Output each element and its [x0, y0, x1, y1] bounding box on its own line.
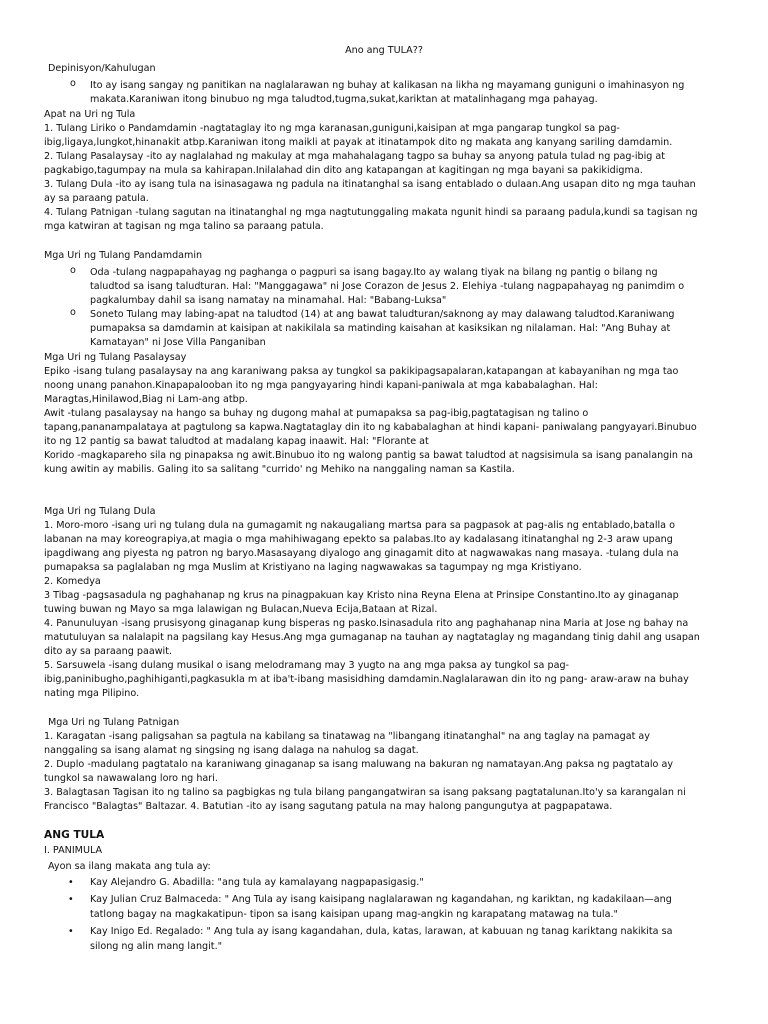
- text-line: kung awitin ay mabilis. Galing ito sa salitang "currido' ng Mehiko na nanggaling naman sa Kastila.: [44, 464, 515, 475]
- section-heading-patnigan: Mga Uri ng Tulang Patnigan: [48, 717, 180, 728]
- text-line: silong ng alin mang langit.": [90, 941, 223, 952]
- text-line: matutuluyan sa nalalapit na pagsilang kay Hesus.Ang mga gumaganap na tauhan ay nagtataglay ng magandang tinig dahil ang usapan: [44, 632, 700, 643]
- text-line: pagkalumbay dahil sa isang namatay na minamahal. Hal: "Babang-Luksa": [90, 295, 447, 306]
- text-line: 1. Moro-moro -isang uri ng tulang dula na gumagamit ng nakaugaliang martsa para sa pagpasok at pag-alis ng entablado,batalla o: [44, 520, 675, 531]
- circle-bullet-icon: o: [70, 307, 76, 318]
- text-line: 3 Tibag -pagsasadula ng paghahanap ng krus na pinagpakuan kay Kristo nina Reyna Elena at Prinsipe Constantino.Ito ay ginaganap: [44, 590, 679, 601]
- text-line: Ayon sa ilang makata ang tula ay:: [48, 861, 211, 872]
- text-line: Kay Inigo Ed. Regalado: " Ang tula ay isang kagandahan, dula, katas, larawan, at kabuuan ng tanag kariktang nakikita sa: [90, 926, 673, 937]
- section-heading-dula: Mga Uri ng Tulang Dula: [44, 506, 156, 517]
- text-line: Francisco "Balagtas" Baltazar. 4. Batutian -ito ay isang sagutang patula na may halong pangungutya at pagpapatawa.: [44, 801, 613, 812]
- text-line: pumapaksa sa damdamin at kaisipan at nakikilala sa matinding kaisahan at kasiksikan ng nilalaman. Hal: "Ang Buhay at: [90, 323, 671, 334]
- section-heading-pasalaysay: Mga Uri ng Tulang Pasalaysay: [44, 352, 187, 363]
- text-line: noong unang panahon.Kinapapalooban ito ng mga pangyayaring hindi kapani-paniwala at mga kababalaghan. Hal:: [44, 380, 598, 391]
- text-line: nating mga Pilipino.: [44, 688, 140, 699]
- text-line: 4. Panunuluyan -isang prusisyong ginaganap kung bisperas ng pasko.Isinasadula rito ang paghahanap nina Maria at Jose ng bahay na: [44, 618, 689, 629]
- subheading-panimula: I. PANIMULA: [44, 845, 103, 856]
- text-line: pumapaksa sa paglalaban ng mga Muslim at Kristiyano na laging nagwawakas sa tagumpay ng mga Kristiyano.: [44, 562, 582, 573]
- text-line: 4. Tulang Patnigan -tulang sagutan na itinatanghal ng mga nagtutunggaling makata ngunit hindi sa paraang padula,kundi sa tagisan ng: [44, 207, 698, 218]
- text-line: makata.Karaniwan itong binubuo ng mga taludtod,tugma,sukat,kariktan at matalinhagang mga pahayag.: [90, 94, 598, 105]
- text-line: ipagdiwang ang piyesta ng patron ng baryo.Masasayang diyalogo ang ginagamit dito at nagwawakas nang masaya. -tulang dula na: [44, 548, 679, 559]
- text-line: Korido -magkapareho sila ng pinapaksa ng awit.Binubuo ito ng walong pantig sa bawat taludtod at nagsisimula sa isang panalangin na: [44, 450, 694, 461]
- section-heading-apat-na-uri: Apat na Uri ng Tula: [44, 109, 136, 120]
- text-line: mga katwiran at tagisan ng mga talino sa paraang patula.: [44, 221, 324, 232]
- text-line: ay sa paraang patula.: [44, 193, 149, 204]
- text-line: 3. Tulang Dula -ito ay isang tula na isinasagawa ng padula na itinatanghal sa isang entablado o dulaan.Ang usapan dito ng mga tauhan: [44, 179, 696, 190]
- text-line: taludtod sa isang taludturan. Hal: "Manggagawa" ni Jose Corazon de Jesus 2. Elehiya -tulang nagpapahayag ng panimdim o: [90, 281, 685, 292]
- text-line: Kay Julian Cruz Balmaceda: " Ang Tula ay isang kaisipang naglalarawan ng kagandahan, ng kariktan, ng kadakilaan—ang: [90, 894, 672, 905]
- text-line: 2. Komedya: [44, 576, 101, 587]
- text-line: Ito ay isang sangay ng panitikan na naglalarawan ng buhay at kalikasan na likha ng mayamang guniguni o imahinasyon ng: [90, 80, 685, 91]
- text-line: ibig,ligaya,lungkot,hinanakit atbp.Karaniwan itong maikli at payak at itinatampok dito ng makata ang kanyang sariling damdamin.: [44, 137, 673, 148]
- text-line: labanan na may koreograpiya,at magia o mga mahihiwagang epekto sa palabas.Ito ay kadalasang itinatanghal ng 2-3 araw upang: [44, 534, 673, 545]
- text-line: Soneto Tulang may labing-apat na taludtod (14) at ang bawat taludturan/saknong ay may dalawang taludtod.Karaniwang: [90, 309, 675, 320]
- text-line: tatlong bagay na magkakatipun- tipon sa isang kaisipan upang mag-angkin ng karapatang matawag na tula.": [90, 909, 618, 920]
- text-line: tapang,pananampalataya at pagtulong sa kapwa.Nagtataglay din ito ng kababalaghan at hindi kapani- paniwalang pangyayari.Binubuo: [44, 422, 697, 433]
- text-line: ito ng 12 pantig sa bawat taludtod at madalang kapag inaawit. Hal: "Florante at: [44, 436, 429, 447]
- text-line: 3. Balagtasan Tagisan ito ng talino sa pagbigkas ng tula bilang pangangatwiran sa isang paksang pagtatalunan.Ito'y sa karangalan ni: [44, 787, 686, 798]
- text-line: Kamatayan" ni Jose Villa Panganiban: [90, 337, 266, 348]
- bullet-icon: •: [68, 894, 74, 905]
- text-line: ibig,paninibugho,paghihiganti,pagkasukla m at iba't-ibang masisidhing damdamin.Naglalarawan din ito ng pang- araw-araw na buhay: [44, 674, 689, 685]
- circle-bullet-icon: o: [70, 265, 76, 276]
- text-line: dito ay sa paraang paawit.: [44, 646, 173, 657]
- text-line: Oda -tulang nagpapahayag ng paghanga o pagpuri sa isang bagay.Ito ay walang tiyak na bilang ng pantig o bilang ng: [90, 267, 658, 278]
- text-line: pagkabigo,tagumpay na mula sa kahirapan.Inilalahad din dito ang katapangan at kagitingan ng mga bayani sa pakikidigma.: [44, 165, 643, 176]
- section-heading-pandamdamin: Mga Uri ng Tulang Pandamdamin: [44, 250, 203, 261]
- circle-bullet-icon: o: [70, 78, 76, 89]
- text-line: Kay Alejandro G. Abadilla: "ang tula ay kamalayang nagpapasigasig.": [90, 877, 424, 888]
- section-heading-ang-tula: ANG TULA: [44, 829, 105, 841]
- bullet-icon: •: [68, 926, 74, 937]
- text-line: 1. Tulang Liriko o Pandamdamin -nagtataglay ito ng mga karanasan,guniguni,kaisipan at mga pangarap tungkol sa pag-: [44, 123, 620, 134]
- text-line: 2. Duplo -madulang pagtatalo na karaniwang ginaganap sa isang maluwang na bakuran ng namatayan.Ang paksa ng pagtatalo ay: [44, 759, 674, 770]
- text-line: Maragtas,Hinilawod,Biag ni Lam-ang atbp.: [44, 394, 248, 405]
- section-heading-depinisyon: Depinisyon/Kahulugan: [48, 63, 156, 74]
- text-line: Awit -tulang pasalaysay na hango sa buhay ng dugong mahal at pumapaksa sa pag-ibig,pagtatagisan ng talino o: [44, 408, 589, 419]
- bullet-icon: •: [68, 877, 74, 888]
- text-line: tungkol sa nawawalang loro ng hari.: [44, 773, 218, 784]
- text-line: 5. Sarsuwela -isang dulang musikal o isang melodramang may 3 yugto na ang mga paksa ay tungkol sa pag-: [44, 660, 570, 671]
- page-title: Ano ang TULA??: [345, 45, 423, 56]
- text-line: 1. Karagatan -isang paligsahan sa pagtula na kabilang sa tinatawag na "libangang itinatanghal" na ang taglay na pamagat ay: [44, 731, 650, 742]
- text-line: Epiko -isang tulang pasalaysay na ang karaniwang paksa ay tungkol sa pakikipagsapalaran,katapangan at kabayanihan ng mga tao: [44, 366, 679, 377]
- text-line: tuwing buwan ng Mayo sa mga lalawigan ng Bulacan,Nueva Ecija,Bataan at Rizal.: [44, 604, 438, 615]
- text-line: nanggaling sa isang alamat ng singsing ng isang dalaga na nahulog sa dagat.: [44, 745, 419, 756]
- text-line: 2. Tulang Pasalaysay -ito ay naglalahad ng makulay at mga mahahalagang tagpo sa buhay sa anyong patula tulad ng pag-ibig at: [44, 151, 666, 162]
